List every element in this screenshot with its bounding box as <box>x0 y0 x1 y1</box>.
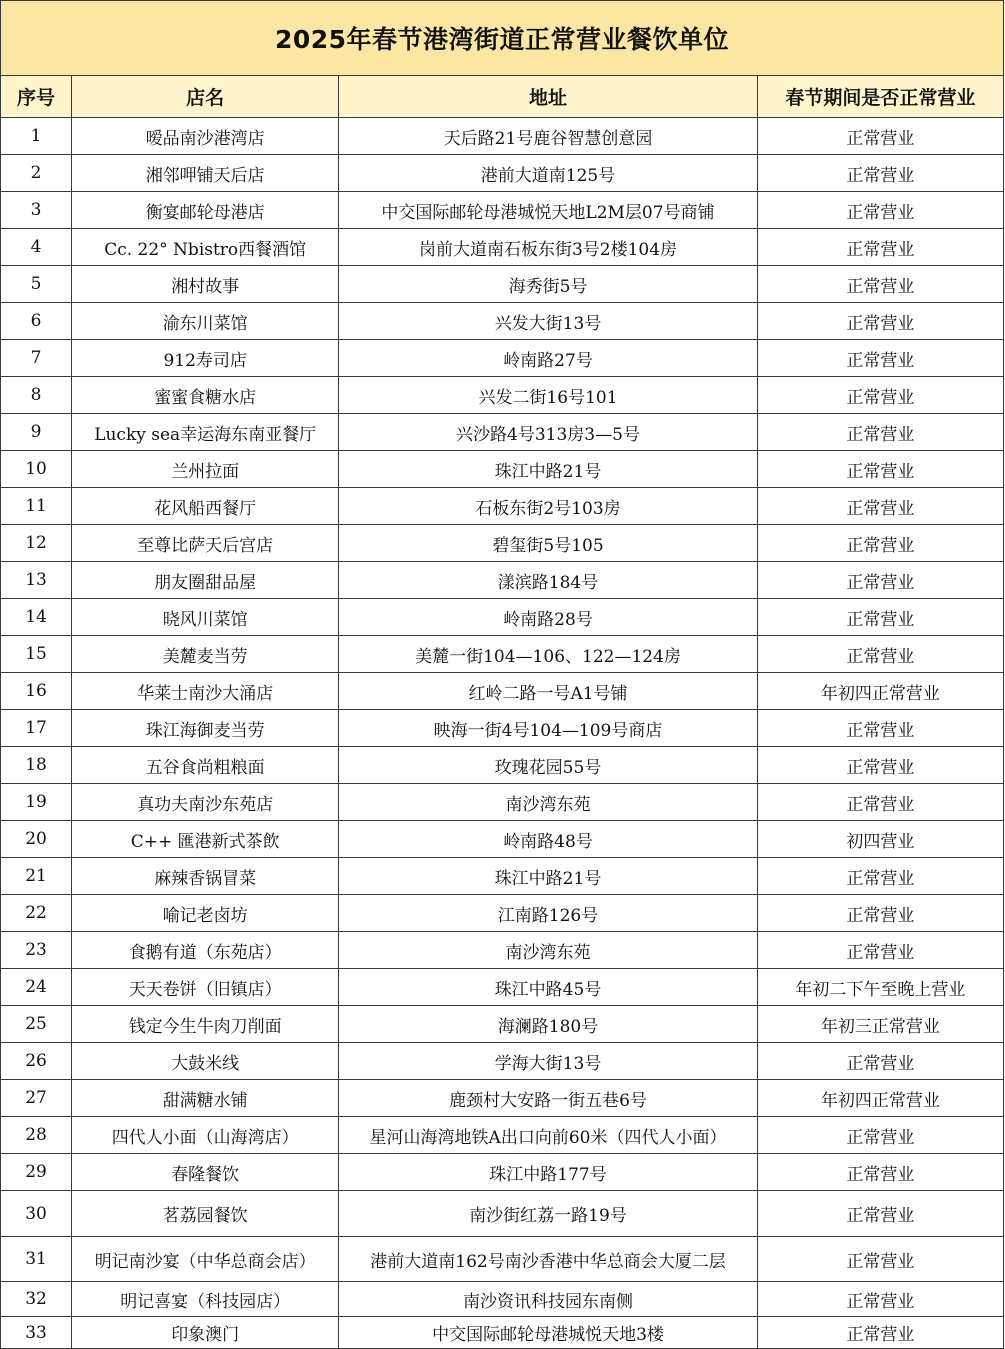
row-number: 11 <box>1 488 72 525</box>
restaurant-address: 玫瑰花园55号 <box>339 747 757 784</box>
business-status: 正常营业 <box>757 747 1003 784</box>
restaurant-address: 漾滨路184号 <box>339 562 757 599</box>
restaurant-address: 南沙湾东苑 <box>339 932 757 969</box>
business-status: 正常营业 <box>757 784 1003 821</box>
business-status: 正常营业 <box>757 414 1003 451</box>
business-status: 初四营业 <box>757 821 1003 858</box>
title-row <box>1 1 1004 76</box>
row-number: 17 <box>1 710 72 747</box>
header-name: 店名 <box>72 76 339 118</box>
row-number: 29 <box>1 1154 72 1191</box>
business-status: 正常营业 <box>757 1282 1003 1317</box>
table-row <box>1 192 1004 229</box>
table-row <box>1 784 1004 821</box>
row-number: 33 <box>1 1317 72 1349</box>
header-status: 春节期间是否正常营业 <box>757 76 1003 118</box>
restaurant-address: 石板东街2号103房 <box>339 488 757 525</box>
table-row <box>1 858 1004 895</box>
business-status: 正常营业 <box>757 451 1003 488</box>
table-row <box>1 969 1004 1006</box>
row-number: 24 <box>1 969 72 1006</box>
table-row <box>1 451 1004 488</box>
restaurant-address: 学海大街13号 <box>339 1043 757 1080</box>
row-number: 13 <box>1 562 72 599</box>
restaurant-name: 花风船西餐厅 <box>72 488 339 525</box>
row-number: 25 <box>1 1006 72 1043</box>
restaurant-address: 岭南路27号 <box>339 340 757 377</box>
business-status: 正常营业 <box>757 932 1003 969</box>
restaurant-name: 印象澳门 <box>72 1317 339 1349</box>
row-number: 10 <box>1 451 72 488</box>
table-row <box>1 821 1004 858</box>
row-number: 8 <box>1 377 72 414</box>
restaurant-address: 珠江中路21号 <box>339 451 757 488</box>
restaurant-name: 华莱士南沙大涌店 <box>72 673 339 710</box>
row-number: 12 <box>1 525 72 562</box>
restaurant-name: 麻辣香锅冒菜 <box>72 858 339 895</box>
restaurant-address: 中交国际邮轮母港城悦天地3楼 <box>339 1317 757 1349</box>
restaurant-address: 星河山海湾地铁A出口向前60米（四代人小面） <box>339 1117 757 1154</box>
business-status: 正常营业 <box>757 1043 1003 1080</box>
restaurant-address: 港前大道南162号南沙香港中华总商会大厦二层 <box>339 1237 757 1282</box>
table-row <box>1 562 1004 599</box>
row-number: 14 <box>1 599 72 636</box>
row-number: 22 <box>1 895 72 932</box>
restaurant-address: 江南路126号 <box>339 895 757 932</box>
table-row <box>1 599 1004 636</box>
restaurant-name: 五谷食尚粗粮面 <box>72 747 339 784</box>
business-status: 正常营业 <box>757 155 1003 192</box>
business-status: 正常营业 <box>757 562 1003 599</box>
business-status: 正常营业 <box>757 266 1003 303</box>
table-row <box>1 710 1004 747</box>
restaurant-address: 兴发大街13号 <box>339 303 757 340</box>
business-status: 正常营业 <box>757 858 1003 895</box>
restaurant-name: 蜜蜜食糖水店 <box>72 377 339 414</box>
table-body <box>1 118 1004 1349</box>
business-status: 年初四正常营业 <box>757 1080 1003 1117</box>
row-number: 4 <box>1 229 72 266</box>
restaurant-address: 南沙湾东苑 <box>339 784 757 821</box>
restaurant-name: 大鼓米线 <box>72 1043 339 1080</box>
restaurant-name: 渝东川菜馆 <box>72 303 339 340</box>
restaurant-address: 岭南路28号 <box>339 599 757 636</box>
table-row <box>1 414 1004 451</box>
restaurant-name: 美麓麦当劳 <box>72 636 339 673</box>
restaurant-name: 湘邻呷铺天后店 <box>72 155 339 192</box>
restaurant-name: 衡宴邮轮母港店 <box>72 192 339 229</box>
table-row <box>1 636 1004 673</box>
row-number: 15 <box>1 636 72 673</box>
business-status: 年初三正常营业 <box>757 1006 1003 1043</box>
business-status: 正常营业 <box>757 303 1003 340</box>
restaurant-address: 珠江中路21号 <box>339 858 757 895</box>
table-row <box>1 229 1004 266</box>
restaurant-address: 兴发二街16号101 <box>339 377 757 414</box>
restaurant-address: 美麓一街104—106、122—124房 <box>339 636 757 673</box>
row-number: 27 <box>1 1080 72 1117</box>
restaurant-name: 钱定今生牛肉刀削面 <box>72 1006 339 1043</box>
row-number: 6 <box>1 303 72 340</box>
row-number: 20 <box>1 821 72 858</box>
table-row <box>1 1080 1004 1117</box>
restaurant-address: 岭南路48号 <box>339 821 757 858</box>
row-number: 7 <box>1 340 72 377</box>
restaurant-address: 海秀街5号 <box>339 266 757 303</box>
restaurant-name: 至尊比萨天后宫店 <box>72 525 339 562</box>
restaurant-address: 碧玺街5号105 <box>339 525 757 562</box>
row-number: 30 <box>1 1191 72 1237</box>
table-row <box>1 1043 1004 1080</box>
restaurant-address: 珠江中路45号 <box>339 969 757 1006</box>
restaurant-name: 兰州拉面 <box>72 451 339 488</box>
header-row <box>1 76 1004 118</box>
restaurant-name: C++ 匯港新式茶飲 <box>72 821 339 858</box>
table-row <box>1 1154 1004 1191</box>
restaurant-name: 嗳品南沙港湾店 <box>72 118 339 155</box>
restaurant-address: 珠江中路177号 <box>339 1154 757 1191</box>
restaurant-address: 南沙街红荔一路19号 <box>339 1191 757 1237</box>
restaurant-name: 真功夫南沙东苑店 <box>72 784 339 821</box>
restaurant-name: 天天卷饼（旧镇店） <box>72 969 339 1006</box>
table-row <box>1 303 1004 340</box>
restaurant-name: 晓风川菜馆 <box>72 599 339 636</box>
business-status: 年初四正常营业 <box>757 673 1003 710</box>
row-number: 32 <box>1 1282 72 1317</box>
table-row <box>1 266 1004 303</box>
table-row <box>1 525 1004 562</box>
row-number: 16 <box>1 673 72 710</box>
table-row <box>1 932 1004 969</box>
restaurant-name: 茗荔园餐饮 <box>72 1191 339 1237</box>
row-number: 18 <box>1 747 72 784</box>
restaurant-address: 兴沙路4号313房3—5号 <box>339 414 757 451</box>
restaurant-address: 海澜路180号 <box>339 1006 757 1043</box>
business-status: 正常营业 <box>757 229 1003 266</box>
row-number: 9 <box>1 414 72 451</box>
restaurant-name: 甜满糖水铺 <box>72 1080 339 1117</box>
table-row <box>1 340 1004 377</box>
restaurant-address: 南沙资讯科技园东南侧 <box>339 1282 757 1317</box>
restaurant-address: 中交国际邮轮母港城悦天地L2M层07号商铺 <box>339 192 757 229</box>
table-row <box>1 1117 1004 1154</box>
header-address: 地址 <box>339 76 757 118</box>
table-row <box>1 118 1004 155</box>
restaurant-address: 映海一街4号104—109号商店 <box>339 710 757 747</box>
row-number: 23 <box>1 932 72 969</box>
restaurant-address: 天后路21号鹿谷智慧创意园 <box>339 118 757 155</box>
row-number: 3 <box>1 192 72 229</box>
business-status: 正常营业 <box>757 525 1003 562</box>
table-row <box>1 673 1004 710</box>
business-status: 正常营业 <box>757 118 1003 155</box>
business-status: 正常营业 <box>757 340 1003 377</box>
table-row <box>1 747 1004 784</box>
table-row <box>1 377 1004 414</box>
business-status: 正常营业 <box>757 1191 1003 1237</box>
business-status: 正常营业 <box>757 1317 1003 1349</box>
table-row <box>1 1317 1004 1349</box>
business-status: 正常营业 <box>757 488 1003 525</box>
restaurant-address: 鹿颈村大安路一街五巷6号 <box>339 1080 757 1117</box>
table-row <box>1 1006 1004 1043</box>
row-number: 28 <box>1 1117 72 1154</box>
restaurant-name: 朋友圈甜品屋 <box>72 562 339 599</box>
table-row <box>1 1191 1004 1237</box>
restaurant-name: 912寿司店 <box>72 340 339 377</box>
restaurant-name: 四代人小面（山海湾店） <box>72 1117 339 1154</box>
restaurant-name: Lucky sea幸运海东南亚餐厅 <box>72 414 339 451</box>
restaurant-address: 红岭二路一号A1号铺 <box>339 673 757 710</box>
table-row <box>1 155 1004 192</box>
business-status: 正常营业 <box>757 636 1003 673</box>
table-row <box>1 1282 1004 1317</box>
business-status: 正常营业 <box>757 1154 1003 1191</box>
restaurant-name: 食鹅有道（东苑店） <box>72 932 339 969</box>
row-number: 1 <box>1 118 72 155</box>
header-no: 序号 <box>1 76 72 118</box>
row-number: 26 <box>1 1043 72 1080</box>
restaurant-name: 湘村故事 <box>72 266 339 303</box>
business-status: 正常营业 <box>757 1237 1003 1282</box>
restaurant-name: 珠江海御麦当劳 <box>72 710 339 747</box>
table-row <box>1 1237 1004 1282</box>
row-number: 21 <box>1 858 72 895</box>
restaurant-name: 喻记老卤坊 <box>72 895 339 932</box>
business-status: 正常营业 <box>757 895 1003 932</box>
restaurant-address: 岗前大道南石板东街3号2楼104房 <box>339 229 757 266</box>
business-status: 正常营业 <box>757 599 1003 636</box>
restaurant-name: 春隆餐饮 <box>72 1154 339 1191</box>
row-number: 31 <box>1 1237 72 1282</box>
business-status: 正常营业 <box>757 377 1003 414</box>
restaurant-name: 明记喜宴（科技园店） <box>72 1282 339 1317</box>
table-row <box>1 488 1004 525</box>
table-row <box>1 895 1004 932</box>
restaurant-name: Cc. 22° Nbistro西餐酒馆 <box>72 229 339 266</box>
row-number: 2 <box>1 155 72 192</box>
restaurant-address: 港前大道南125号 <box>339 155 757 192</box>
row-number: 19 <box>1 784 72 821</box>
business-status: 正常营业 <box>757 192 1003 229</box>
business-status: 正常营业 <box>757 710 1003 747</box>
table-title: 2025年春节港湾街道正常营业餐饮单位 <box>1 1 1004 76</box>
business-status: 年初二下午至晚上营业 <box>757 969 1003 1006</box>
business-status: 正常营业 <box>757 1117 1003 1154</box>
row-number: 5 <box>1 266 72 303</box>
restaurant-name: 明记南沙宴（中华总商会店） <box>72 1237 339 1282</box>
